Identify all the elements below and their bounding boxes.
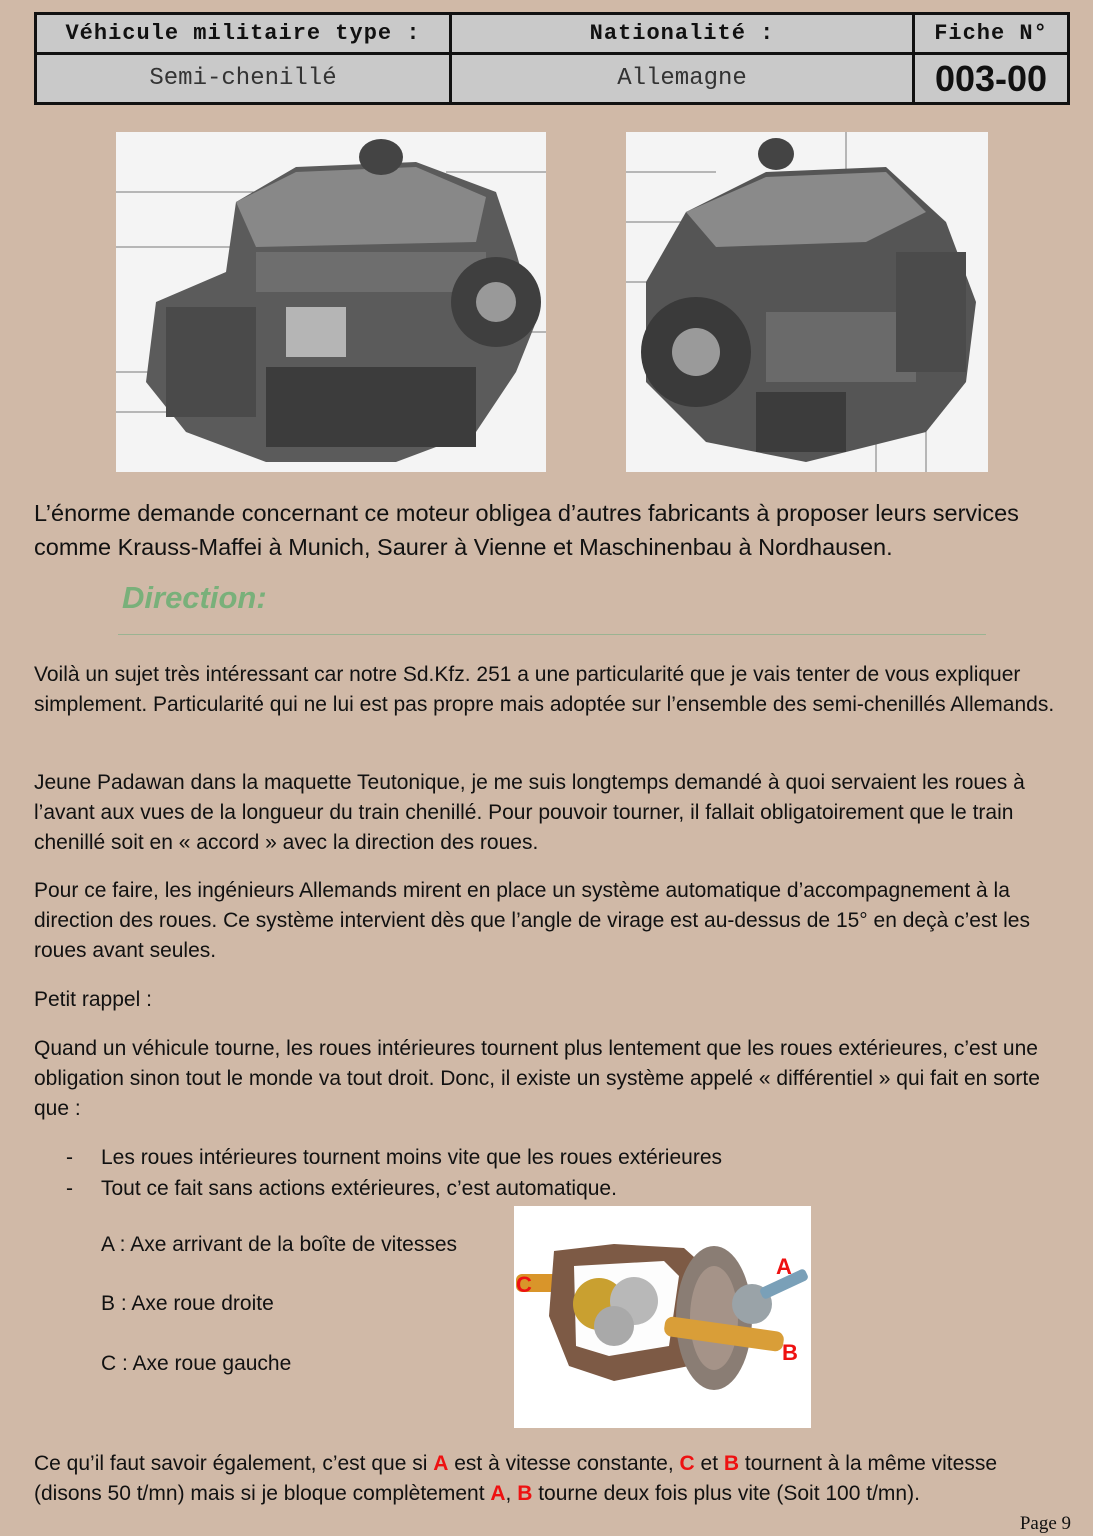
nationality-value: Allemagne	[452, 55, 915, 102]
section-divider	[118, 634, 986, 635]
final-text-6: tourne deux fois plus vite (Soit 100 t/mn).	[532, 1482, 920, 1505]
diagram-label-a: A	[776, 1254, 792, 1279]
paragraph-1: Voilà un sujet très intéressant car notre Sd.Kfz. 251 a une particularité que je vais tenter de vous expliquer simplement. Particularité qui ne lui est pas propre mais adoptée sur l’ensemble des semi-chenillés Allemands.	[34, 663, 1055, 716]
paragraph-3: Pour ce faire, les ingénieurs Allemands mirent en place un système automatique d’accompagnement à la direction des roues. Ce système intervient dès que l’angle de virage est au-dessus de 15° en deçà c’est les roues avant seules.	[34, 879, 1030, 962]
legend-c: C : Axe roue gauche	[101, 1352, 292, 1375]
diagram-label-b: B	[782, 1340, 798, 1365]
paragraph-4: Petit rappel :	[34, 988, 152, 1011]
diagram-label-c: C	[516, 1272, 532, 1297]
engine-photo-left	[116, 132, 546, 472]
legend-b: B : Axe roue droite	[101, 1292, 274, 1315]
final-paragraph	[34, 1449, 1070, 1509]
final-text-1: Ce qu’il faut savoir également, c’est que si	[34, 1452, 434, 1475]
differential-diagram	[514, 1206, 811, 1428]
final-text-5: ,	[505, 1482, 518, 1505]
header-table	[34, 12, 1070, 105]
label-c: C	[679, 1452, 695, 1475]
vehicle-type-label: Véhicule militaire type :	[37, 15, 452, 55]
vehicle-type-value: Semi-chenillé	[37, 55, 452, 102]
nationality-label: Nationalité :	[452, 15, 915, 55]
fiche-number: 003-00	[934, 57, 1048, 99]
intro-paragraph: L’énorme demande concernant ce moteur obligea d’autres fabricants à proposer leurs services comme Krauss-Maffei à Munich, Saurer à Vienne et Maschinenbau à Nordhausen.	[34, 500, 1019, 560]
label-a: A	[490, 1482, 506, 1505]
final-text-2: est à vitesse constante,	[448, 1452, 680, 1475]
paragraph-5: Quand un véhicule tourne, les roues intérieures tournent plus lentement que les roues extérieures, c’est une obligation sinon tout le monde va tout droit. Donc, il existe un système appelé « différentiel » qui fait en sorte que :	[34, 1037, 1040, 1120]
final-text-3: et	[694, 1452, 724, 1475]
label-b: B	[723, 1452, 740, 1475]
list-marker: -	[66, 1146, 73, 1169]
list-item-text: Les roues intérieures tournent moins vite que les roues extérieures	[101, 1146, 722, 1169]
legend-a: A : Axe arrivant de la boîte de vitesses	[101, 1233, 458, 1256]
fiche-label: Fiche N°	[915, 15, 1067, 55]
list-item	[66, 1142, 966, 1173]
label-b: B	[517, 1482, 533, 1505]
list-marker: -	[66, 1177, 73, 1200]
bullet-list	[66, 1142, 966, 1204]
section-title: Direction:	[122, 580, 267, 615]
list-item-text: Tout ce fait sans actions extérieures, c’est automatique.	[101, 1177, 617, 1200]
paragraph-2: Jeune Padawan dans la maquette Teutonique, je me suis longtemps demandé à quoi servaient les roues à l’avant aux vues de la longueur du train chenillé. Pour pouvoir tourner, il fallait obligatoirement que le train chenillé soit en « accord » avec la direction des roues.	[34, 771, 1025, 854]
page-number: Page 9	[1019, 1513, 1071, 1534]
list-item	[66, 1173, 966, 1204]
label-a: A	[433, 1452, 449, 1475]
final-text-4: tournent à la même vitesse (disons 50 t/mn) mais si je bloque complètement	[34, 1452, 998, 1505]
engine-photo-right	[626, 132, 988, 472]
